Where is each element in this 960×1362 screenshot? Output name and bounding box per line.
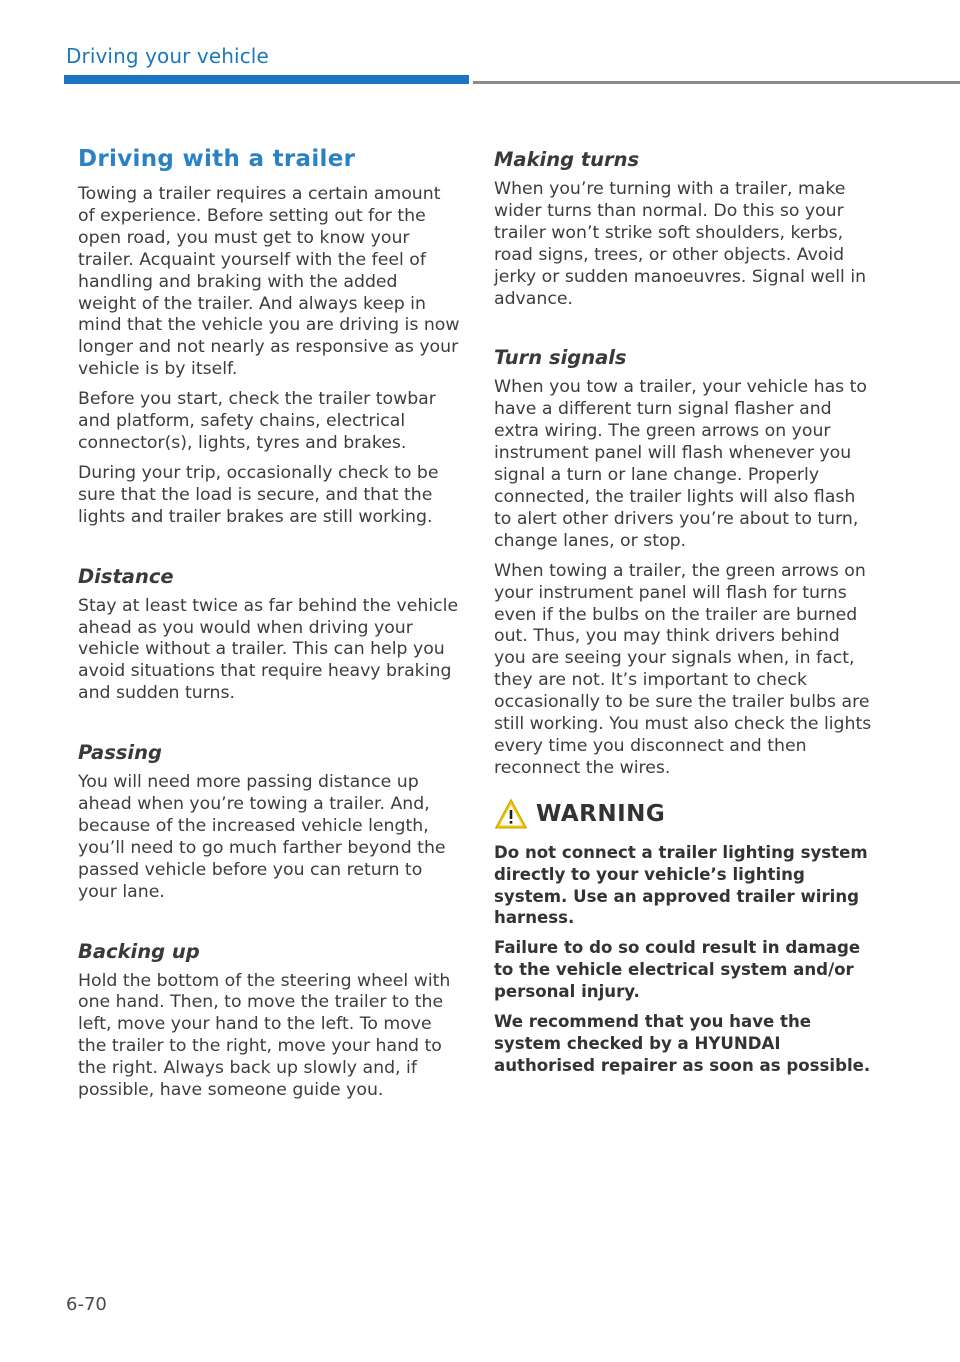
- backing-up-paragraph: Hold the bottom of the steering wheel with one hand. Then, to move the trailer to the left, move your hand to the left. To move the trailer to the right, move your hand to the right. Always back up slowly and, if possible, have someone guide you.: [78, 970, 451, 1101]
- distance-paragraph: Stay at least twice as far behind the vehicle ahead as you would when driving your vehicle without a trailer. This can help you avoid situations that require heavy braking and sudden turns.: [78, 595, 459, 704]
- spacer: [494, 318, 876, 346]
- backing-up-heading: Backing up: [78, 939, 200, 963]
- distance-heading: Distance: [78, 564, 174, 588]
- header-rule-gray: [473, 81, 960, 84]
- running-header: Driving your vehicle: [66, 44, 269, 68]
- left-column: [78, 138, 460, 1110]
- making-turns-heading: Making turns: [494, 148, 640, 171]
- spacer: [78, 537, 460, 565]
- turn-signals-paragraph-1: When you tow a trailer, your vehicle has to have a different turn signal flasher and extra wiring. The green arrows on your instrument panel will flash whenever you signal a turn or lane change. Properly connected, the trailer lights will also flash to alert other drivers you’re about to turn, change lanes, or stop.: [494, 377, 867, 551]
- warning-triangle-icon: [494, 798, 528, 830]
- warning-header: [494, 798, 876, 830]
- spacer: [78, 713, 460, 741]
- passing-heading: Passing: [78, 741, 162, 765]
- warning-paragraph-3: We recommend that you have the system checked by a HYUNDAI authorised repairer as soon as possible.: [494, 1012, 871, 1075]
- making-turns-paragraph: When you’re turning with a trailer, make wider turns than normal. Do this so your trailer won’t strike soft shoulders, kerbs, road signs, trees, or other objects. Avoid jerky or sudden manoeuvres. Signal well in advance.: [494, 179, 867, 309]
- header-rule-blue: [64, 75, 469, 84]
- right-column: [494, 138, 876, 1085]
- page-number: 6-70: [66, 1294, 107, 1315]
- turn-signals-paragraph-2: When towing a trailer, the green arrows on your instrument panel will flash for turns even if the bulbs on the trailer are burned out. Thus, you may think drivers behind you are seeing your signals when, in fact, they are not. It’s important to check occasionally to be sure the trailer bulbs are still working. You must also check the lights every time you disconnect and then reconnect the wires.: [494, 560, 872, 778]
- turn-signals-heading: Turn signals: [494, 346, 627, 370]
- intro-paragraph-2: Before you start, check the trailer towbar and platform, safety chains, electrical connector(s), lights, tyres and brakes.: [78, 389, 436, 453]
- intro-paragraph-3: During your trip, occasionally check to be sure that the load is secure, and that the lights and trailer brakes are still working.: [78, 462, 439, 527]
- passing-paragraph: You will need more passing distance up ahead when you’re towing a trailer. And, because of the increased vehicle length, you’ll need to go much farther beyond the passed vehicle before you can return to your lane.: [78, 772, 446, 902]
- spacer: [78, 912, 460, 940]
- intro-paragraph-1: Towing a trailer requires a certain amount of experience. Before setting out for the open road, you must get to know your trailer. Acquaint yourself with the feel of handling and braking with the added weight of the trailer. And always keep in mind that the vehicle you are driving is now longer and not nearly as responsive as your vehicle is by itself.: [78, 184, 460, 380]
- section-title: Driving with a trailer: [78, 146, 356, 172]
- warning-paragraph-1: Do not connect a trailer lighting system directly to your vehicle’s lighting system. Use an approved trailer wiring harness.: [494, 842, 868, 928]
- warning-title: WARNING: [536, 800, 666, 827]
- warning-paragraph-2: Failure to do so could result in damage to the vehicle electrical system and/or personal injury.: [494, 938, 861, 1002]
